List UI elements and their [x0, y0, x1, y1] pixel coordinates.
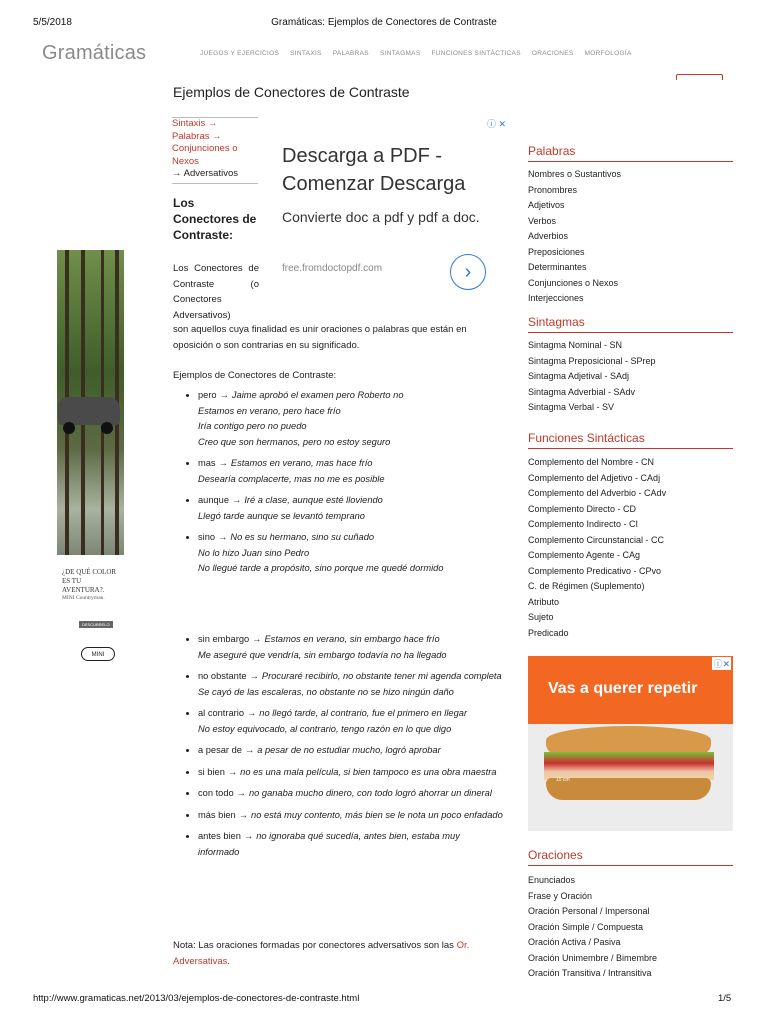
sidebar-link[interactable]: Complemento Agente - CAg	[528, 550, 641, 560]
example-item	[198, 669, 503, 700]
example-term: aunque	[198, 495, 230, 505]
example-sentence: Desearía complacerte, mas no me es posible	[198, 473, 385, 484]
sidebar-list-palabras	[528, 167, 621, 307]
sidebar-link[interactable]: Determinantes	[528, 262, 587, 272]
nav-juegos[interactable]: JUEGOS Y EJERCICIOS	[200, 50, 280, 57]
arrow-icon: →	[238, 809, 249, 820]
arrow-icon: →	[244, 745, 255, 755]
nav-sintagmas[interactable]: SINTAGMAS	[379, 50, 421, 57]
mini-ad-image	[57, 250, 124, 555]
example-sentence: Se cayó de las escaleras, no obstante no se hizo ningún daño	[198, 686, 454, 697]
ad-headline[interactable]: Descarga a PDF - Comenzar Descarga	[282, 145, 466, 195]
arrow-icon: →	[218, 532, 228, 542]
example-item	[198, 632, 503, 663]
car-image	[58, 397, 120, 425]
sandwich-ad[interactable]	[528, 656, 733, 831]
example-item	[198, 706, 503, 737]
sidebar-link[interactable]: Sintagma Preposicional - SPrep	[528, 355, 656, 366]
note-link[interactable]: Or. Adversativas	[173, 940, 470, 967]
sidebar-heading-oraciones[interactable]: Oraciones	[528, 848, 733, 866]
sidebar-link[interactable]: Atributo	[528, 596, 560, 607]
example-item	[198, 530, 503, 577]
example-sentence: No lo hizo Juan sino Pedro	[198, 547, 310, 558]
arrow-icon: →	[247, 708, 257, 718]
example-sentence: Estamos en verano, mas hace frío	[230, 458, 373, 468]
ad-arrow-button[interactable]	[450, 254, 486, 290]
note-end: .	[227, 955, 231, 967]
sidebar-link[interactable]: Oración Activa / Pasiva	[528, 937, 621, 947]
sidebar-heading-palabras[interactable]: Palabras	[528, 144, 733, 162]
mini-ad-sub: MINI Countryman.	[62, 595, 105, 601]
example-item	[198, 786, 503, 802]
example-item	[198, 388, 503, 450]
sidebar-list-sintagmas	[528, 338, 656, 416]
page-title: Ejemplos de Conectores de Contraste	[173, 84, 410, 100]
example-item	[198, 493, 503, 524]
sidebar-link[interactable]: Sintagma Adverbial - SAdv	[528, 386, 636, 397]
breadcrumb-current: → Adversativos	[172, 168, 258, 184]
breadcrumb-palabras[interactable]: Palabras →	[172, 130, 222, 142]
mini-logo-icon: MINI	[81, 647, 115, 661]
sidebar-link[interactable]: Adjetivos	[528, 200, 565, 210]
breadcrumb	[172, 117, 258, 184]
note-text: Nota: Las oraciones formadas por conectores adversativos son las	[173, 940, 457, 951]
example-sentence: No es su hermano, sino su cuñado	[230, 532, 375, 542]
example-term: no obstante	[198, 671, 247, 681]
examples-list-a	[183, 388, 503, 583]
arrow-icon: →	[232, 495, 242, 505]
example-sentence: No llegué tarde a propósito, sino porque me quedé dormido	[198, 563, 444, 573]
sidebar-link[interactable]: Oración Simple / Compuesta	[528, 921, 644, 932]
print-date: 5/5/2018	[33, 17, 72, 28]
example-sentence: no es una mala película, si bien tampoco es una obra maestra	[240, 766, 497, 777]
intro-text-2: son aquellos cuya finalidad es unir oraciones o palabras que están en oposición o son contrarias en su significado.	[173, 324, 467, 351]
arrow-icon: →	[243, 831, 254, 841]
sidebar-link[interactable]: Sintagma Verbal - SV	[528, 402, 615, 412]
example-sentence: Estamos en verano, sin embargo hace frío	[264, 634, 440, 644]
example-sentence: no llegó tarde, al contrario, fue el primero en llegar	[259, 708, 468, 718]
sandwich-image	[546, 726, 711, 754]
arrow-icon: →	[218, 458, 228, 468]
sidebar-link[interactable]: Frase y Oración	[528, 890, 593, 901]
example-sentence: Iría contigo pero no puedo	[198, 421, 307, 431]
mini-ad-cta[interactable]: DESCUBRELO	[79, 621, 113, 628]
example-term: más bien	[198, 809, 236, 820]
example-term: sin embargo	[198, 634, 250, 644]
example-term: a pesar de	[198, 745, 242, 755]
section-heading: Los Conectores de Contraste:	[173, 196, 257, 242]
arrow-icon: →	[227, 766, 238, 777]
sidebar-link[interactable]: Enunciados	[528, 875, 576, 885]
sidebar-link[interactable]: Complemento Indirecto - CI	[528, 519, 639, 529]
note	[173, 938, 508, 969]
sidebar-heading-sintagmas[interactable]: Sintagmas	[528, 315, 733, 333]
mini-ad-headline: ¿DE QUÉ COLOR ES TU AVENTURA?.	[62, 568, 117, 594]
example-term: mas	[198, 458, 216, 468]
ad-subtext[interactable]: Convierte doc a pdf y pdf a doc.	[282, 209, 480, 225]
header-search-button[interactable]	[676, 74, 723, 80]
print-page-number: 1/5	[718, 993, 732, 1004]
sidebar-list-funciones	[528, 455, 666, 641]
examples-subheading: Ejemplos de Conectores de Contraste:	[173, 370, 337, 381]
sidebar-link[interactable]: Complemento del Adverbio - CAdv	[528, 488, 667, 498]
sidebar-link[interactable]: Conjunciones o Nexos	[528, 277, 619, 288]
arrow-icon: →	[236, 788, 246, 798]
sidebar-link[interactable]: Sintagma Adjetival - SAdj	[528, 371, 630, 381]
example-sentence: Llegó tarde aunque se levantó temprano	[198, 510, 365, 521]
breadcrumb-conjunciones[interactable]: Conjunciones o Nexos	[172, 143, 238, 167]
example-term: si bien	[198, 766, 225, 777]
example-sentence: a pesar de no estudiar mucho, logró aprobar	[257, 745, 441, 755]
example-term: sino	[198, 532, 216, 542]
sidebar-link[interactable]: Interjecciones	[528, 293, 584, 303]
example-sentence: Procuraré recibirlo, no obstante tener mi agenda completa	[261, 671, 502, 681]
sidebar-heading-funciones[interactable]: Funciones Sintácticas	[528, 431, 733, 449]
ad-url[interactable]: free.fromdoctopdf.com	[282, 263, 383, 274]
arrow-icon: →	[219, 390, 229, 400]
example-sentence: Iré a clase, aunque esté lloviendo	[244, 495, 383, 505]
chevron-right-icon: ›	[464, 260, 472, 283]
example-item	[198, 456, 503, 487]
example-sentence: no ignoraba qué sucedía, antes bien, estaba muy informado	[198, 831, 460, 857]
example-sentence: No estoy equivocado, al contrario, tengo razón en lo que digo	[198, 723, 452, 734]
example-sentence: Jaime aprobó el examen pero Roberto no	[231, 390, 404, 400]
sidebar-link[interactable]: Complemento del Adjetivo - CAdj	[528, 472, 661, 483]
arrow-icon: →	[249, 671, 259, 681]
sidebar-link[interactable]: Oración Transitiva / Intransitiva	[528, 968, 652, 978]
example-sentence: no ganaba mucho dinero, con todo logró ahorrar un dineral	[248, 788, 492, 798]
sidebar-link[interactable]: Complemento Directo - CD	[528, 503, 637, 514]
arrow-icon: →	[252, 634, 262, 644]
sidebar-link[interactable]: Verbos	[528, 215, 557, 226]
nav-funciones[interactable]: FUNCIONES SINTÁCTICAS	[431, 50, 521, 57]
breadcrumb-sintaxis[interactable]: Sintaxis →	[172, 118, 218, 129]
examples-list-b	[183, 632, 503, 866]
sidebar-link[interactable]: Adverbios	[528, 231, 569, 241]
sidebar-link[interactable]: Sujeto	[528, 612, 554, 622]
sidebar-link[interactable]: Oración Personal / Impersonal	[528, 906, 650, 916]
intro-text-1: Los Conectores de Contraste (o Conectores Adversativos)	[173, 263, 259, 321]
example-sentence: Estamos en verano, pero hace frío	[198, 405, 341, 416]
sidebar-link[interactable]: Complemento del Nombre - CN	[528, 457, 655, 467]
sidebar-link[interactable]: Complemento Circunstancial - CC	[528, 534, 665, 545]
nav-palabras[interactable]: PALABRAS	[332, 50, 369, 57]
ad-close-icon[interactable]: ⓘ ✕	[487, 119, 507, 129]
sidebar-link[interactable]: Predicado	[528, 627, 569, 638]
sidebar-link[interactable]: Nombres o Sustantivos	[528, 169, 622, 179]
ad-close-icon-2[interactable]: ⓘ✕	[713, 659, 730, 669]
nav-morfologia[interactable]: MORFOLOGÍA	[584, 50, 632, 57]
example-term: al contrario	[198, 708, 244, 718]
example-item	[198, 765, 503, 781]
example-term: pero	[198, 390, 217, 400]
sidebar-link[interactable]: Preposiciones	[528, 246, 585, 257]
print-title: Gramáticas: Ejemplos de Conectores de Contraste	[271, 17, 497, 28]
nav-sintaxis[interactable]: SINTAXIS	[290, 50, 322, 57]
example-term: con todo	[198, 788, 234, 798]
example-sentence: Me aseguré que vendría, sin embargo todavía no ha llegado	[198, 649, 447, 660]
sandwich-size-label: 15 cm	[556, 777, 570, 783]
print-url: http://www.gramaticas.net/2013/03/ejemplos-de-conectores-de-contraste.html	[33, 993, 360, 1004]
example-item	[198, 808, 503, 824]
mini-ad[interactable]	[57, 250, 124, 668]
nav-oraciones[interactable]: ORACIONES	[531, 50, 574, 57]
example-term: antes bien	[198, 831, 241, 841]
sandwich-ad-headline: Vas a querer repetir	[548, 680, 698, 697]
sidebar-list-oraciones	[528, 873, 657, 982]
sidebar-link[interactable]: Sintagma Nominal - SN	[528, 340, 623, 350]
example-sentence: no está muy contento, más bien se le nota un poco enfadado	[251, 809, 503, 820]
top-nav	[200, 50, 632, 57]
sidebar-link[interactable]: C. de Régimen (Suplemento)	[528, 581, 645, 591]
example-sentence: Creo que son hermanos, pero no estoy seguro	[198, 436, 391, 447]
example-item	[198, 743, 503, 759]
sidebar-link[interactable]: Complemento Predicativo - CPvo	[528, 565, 662, 576]
sidebar-link[interactable]: Oración Unimembre / Bimembre	[528, 952, 658, 963]
example-item	[198, 829, 503, 860]
sidebar-link[interactable]: Pronombres	[528, 184, 578, 195]
site-logo[interactable]: Gramáticas	[42, 42, 147, 64]
